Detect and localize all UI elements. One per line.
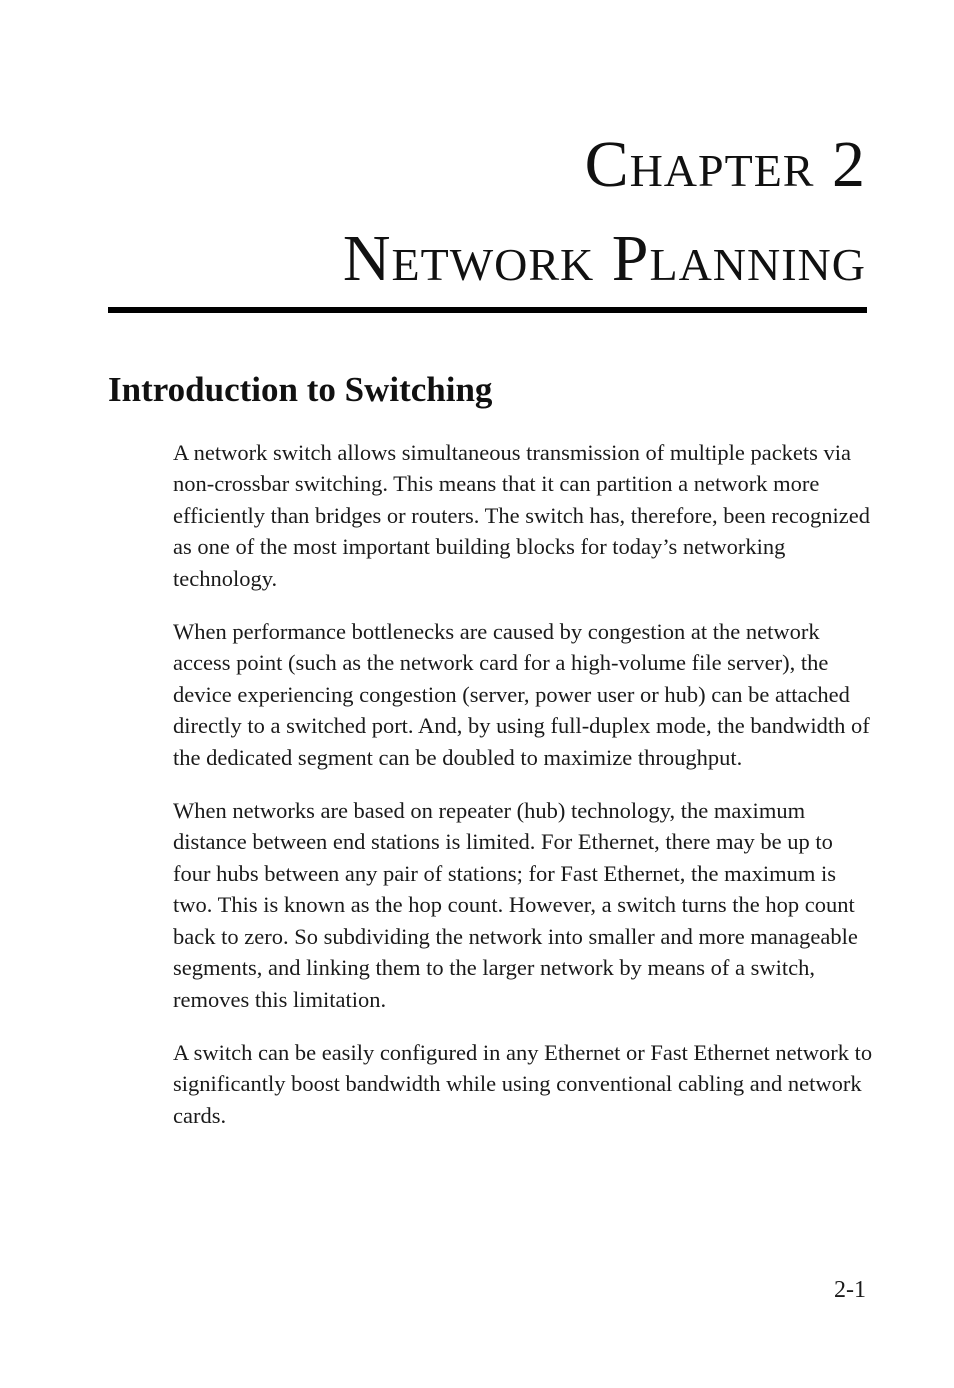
heading-rule: [108, 307, 867, 313]
paragraph: A network switch allows simultaneous transmission of multiple packets via non-crossbar switching. This means that it can partition a network more efficiently than bridges or routers. The switch has, therefore, been recognized as one of the most important building blocks for today’s networking technology.: [173, 440, 871, 591]
chapter-heading: [343, 118, 866, 306]
paragraph: When networks are based on repeater (hub) technology, the maximum distance between end stations is limited. For Ethernet, there may be up to four hubs between any pair of stations; for Fast Ethernet, the maximum is two. This is known as the hop count. However, a switch turns the hop count back to zero. So subdividing the network into smaller and more manageable segments, and linking them to the larger network by means of a switch, removes this limitation.: [173, 798, 858, 1012]
body-text: [173, 437, 873, 1153]
paragraph: When performance bottlenecks are caused by congestion at the network access point (such as the network card for a high-volume file server), the device experiencing congestion (server, power user or hub) can be attached directly to a switched port. And, by using full-duplex mode, the bandwidth of the dedicated segment can be doubled to maximize throughput.: [173, 619, 870, 770]
chapter-number: Chapter 2: [584, 128, 866, 201]
section-title: Introduction to Switching: [108, 370, 493, 409]
page-number: 2-1: [834, 1277, 866, 1303]
chapter-title: Network Planning: [342, 222, 866, 295]
paragraph: A switch can be easily configured in any Ethernet or Fast Ethernet network to significantly boost bandwidth while using conventional cabling and network cards.: [173, 1039, 873, 1128]
